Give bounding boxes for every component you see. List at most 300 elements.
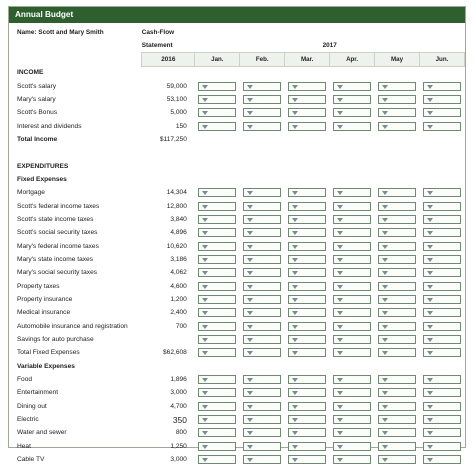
amount-dropdown[interactable]: [423, 348, 461, 357]
amount-dropdown[interactable]: [333, 415, 371, 424]
amount-dropdown[interactable]: [423, 282, 461, 291]
month-cell-mar: [285, 186, 330, 199]
month-cell-jan: [195, 253, 240, 266]
amount-dropdown[interactable]: [333, 388, 371, 397]
amount-dropdown[interactable]: [288, 415, 326, 424]
row-2016-value: 350: [172, 414, 187, 425]
amount-dropdown[interactable]: [198, 322, 236, 331]
row-2016-value: 4,896: [170, 229, 187, 237]
amount-dropdown[interactable]: [423, 295, 461, 304]
amount-dropdown[interactable]: [198, 242, 236, 251]
month-cell-mar: [285, 333, 330, 346]
chevron-down-icon: [247, 391, 253, 395]
month-cell-apr: [330, 333, 375, 346]
amount-dropdown[interactable]: [243, 455, 281, 464]
chevron-down-icon: [247, 271, 253, 275]
amount-dropdown[interactable]: [288, 295, 326, 304]
amount-dropdown[interactable]: [243, 202, 281, 211]
amount-dropdown[interactable]: [198, 348, 236, 357]
chevron-down-icon: [382, 205, 388, 209]
amount-dropdown[interactable]: [423, 228, 461, 237]
month-cell-jan: [195, 320, 240, 333]
chevron-down-icon: [337, 325, 343, 329]
month-cell-apr: [330, 93, 375, 106]
spacer: [195, 133, 465, 146]
chevron-down-icon: [202, 391, 208, 395]
chevron-down-icon: [202, 418, 208, 422]
table-row: [9, 293, 465, 306]
amount-dropdown[interactable]: [198, 282, 236, 291]
row-2016-value: 700: [175, 322, 187, 330]
chevron-down-icon: [247, 85, 253, 89]
amount-dropdown[interactable]: [243, 282, 281, 291]
month-cell-mar: [285, 226, 330, 239]
amount-dropdown[interactable]: [423, 308, 461, 317]
table-row: [9, 453, 465, 466]
month-cell-mar: [285, 79, 330, 92]
month-cell-mar: [285, 280, 330, 293]
amount-dropdown[interactable]: [288, 282, 326, 291]
chevron-down-icon: [292, 325, 298, 329]
amount-dropdown[interactable]: [423, 215, 461, 224]
amount-dropdown[interactable]: [423, 428, 461, 437]
amount-dropdown[interactable]: [423, 455, 461, 464]
amount-dropdown[interactable]: [243, 348, 281, 357]
amount-dropdown[interactable]: [198, 202, 236, 211]
table-row: [9, 400, 465, 413]
amount-dropdown[interactable]: [378, 188, 416, 197]
month-cell-jan: [195, 306, 240, 319]
amount-dropdown[interactable]: [198, 108, 236, 117]
chevron-down-icon: [247, 218, 253, 222]
month-cell-feb: [240, 453, 285, 466]
chevron-down-icon: [427, 111, 433, 115]
spacer: [195, 26, 465, 39]
chevron-down-icon: [202, 298, 208, 302]
amount-dropdown[interactable]: [423, 82, 461, 91]
amount-dropdown[interactable]: [423, 188, 461, 197]
amount-dropdown[interactable]: [198, 375, 236, 384]
amount-dropdown[interactable]: [288, 215, 326, 224]
amount-dropdown[interactable]: [333, 228, 371, 237]
header-row-3: [9, 53, 465, 66]
amount-dropdown[interactable]: [333, 455, 371, 464]
chevron-down-icon: [292, 351, 298, 355]
amount-dropdown[interactable]: [423, 242, 461, 251]
amount-dropdown[interactable]: [288, 442, 326, 451]
amount-dropdown[interactable]: [333, 402, 371, 411]
month-cell-jan: [195, 240, 240, 253]
month-cell-apr: [330, 306, 375, 319]
amount-dropdown[interactable]: [378, 348, 416, 357]
month-cell-may: [375, 213, 420, 226]
amount-dropdown[interactable]: [378, 455, 416, 464]
amount-dropdown[interactable]: [243, 335, 281, 344]
amount-dropdown[interactable]: [378, 442, 416, 451]
row-2016-value: 3,840: [170, 215, 187, 223]
month-cell-jun: [419, 306, 464, 319]
amount-dropdown[interactable]: [243, 215, 281, 224]
month-cell-jun: [419, 79, 464, 92]
chevron-down-icon: [337, 391, 343, 395]
amount-dropdown[interactable]: [423, 255, 461, 264]
amount-dropdown[interactable]: [378, 308, 416, 317]
chevron-down-icon: [247, 378, 253, 382]
amount-dropdown[interactable]: [378, 375, 416, 384]
row-label: Scott's salary: [17, 82, 57, 90]
amount-dropdown[interactable]: [243, 228, 281, 237]
amount-dropdown[interactable]: [378, 388, 416, 397]
chevron-down-icon: [247, 125, 253, 129]
chevron-down-icon: [382, 191, 388, 195]
chevron-down-icon: [247, 405, 253, 409]
month-cell-jan: [195, 333, 240, 346]
amount-dropdown[interactable]: [198, 455, 236, 464]
income-heading-label: INCOME: [17, 69, 44, 77]
month-cell-may: [375, 119, 420, 132]
row-label: Scott's social security taxes: [17, 229, 98, 237]
month-cell-jan: [195, 280, 240, 293]
month-cell-apr: [330, 253, 375, 266]
amount-dropdown[interactable]: [333, 308, 371, 317]
income-heading: [9, 66, 465, 79]
amount-dropdown[interactable]: [198, 122, 236, 131]
chevron-down-icon: [337, 191, 343, 195]
chevron-down-icon: [292, 458, 298, 462]
amount-dropdown[interactable]: [333, 322, 371, 331]
row-label: Automobile insurance and registration: [17, 322, 128, 330]
amount-dropdown[interactable]: [333, 335, 371, 344]
row-2016-value: 2,400: [170, 309, 187, 317]
amount-dropdown[interactable]: [243, 242, 281, 251]
amount-dropdown[interactable]: [243, 415, 281, 424]
amount-dropdown[interactable]: [198, 228, 236, 237]
amount-dropdown[interactable]: [333, 255, 371, 264]
amount-dropdown[interactable]: [423, 322, 461, 331]
variable-expenses-heading: [9, 360, 465, 373]
chevron-down-icon: [202, 311, 208, 315]
amount-dropdown[interactable]: [288, 95, 326, 104]
amount-dropdown[interactable]: [243, 82, 281, 91]
amount-dropdown[interactable]: [198, 255, 236, 264]
amount-dropdown[interactable]: [243, 268, 281, 277]
chevron-down-icon: [427, 298, 433, 302]
amount-dropdown[interactable]: [378, 82, 416, 91]
amount-dropdown[interactable]: [198, 268, 236, 277]
amount-dropdown[interactable]: [198, 308, 236, 317]
chevron-down-icon: [202, 85, 208, 89]
month-cell-may: [375, 253, 420, 266]
amount-dropdown[interactable]: [288, 402, 326, 411]
amount-dropdown[interactable]: [423, 402, 461, 411]
chevron-down-icon: [247, 231, 253, 235]
total-income-value: $117,250: [159, 135, 187, 143]
amount-dropdown[interactable]: [243, 255, 281, 264]
month-cell-may: [375, 426, 420, 439]
chevron-down-icon: [292, 85, 298, 89]
month-cell-jan: [195, 453, 240, 466]
month-cell-mar: [285, 106, 330, 119]
amount-dropdown[interactable]: [378, 108, 416, 117]
amount-dropdown[interactable]: [333, 295, 371, 304]
amount-dropdown[interactable]: [198, 95, 236, 104]
name-label: Name: Scott and Mary Smith: [17, 29, 104, 37]
chevron-down-icon: [247, 458, 253, 462]
amount-dropdown[interactable]: [333, 442, 371, 451]
month-cell-jan: [195, 346, 240, 359]
amount-dropdown[interactable]: [243, 95, 281, 104]
amount-dropdown[interactable]: [378, 95, 416, 104]
table-row: [9, 440, 465, 453]
amount-dropdown[interactable]: [378, 268, 416, 277]
chevron-down-icon: [382, 85, 388, 89]
amount-dropdown[interactable]: [288, 375, 326, 384]
chevron-down-icon: [202, 431, 208, 435]
month-cell-feb: [240, 253, 285, 266]
amount-dropdown[interactable]: [243, 375, 281, 384]
row-2016-value: 53,100: [166, 95, 187, 103]
amount-dropdown[interactable]: [288, 255, 326, 264]
amount-dropdown[interactable]: [333, 282, 371, 291]
month-cell-feb: [240, 346, 285, 359]
month-cell-feb: [240, 440, 285, 453]
month-cell-may: [375, 386, 420, 399]
amount-dropdown[interactable]: [333, 242, 371, 251]
chevron-down-icon: [202, 245, 208, 249]
chevron-down-icon: [247, 258, 253, 262]
amount-dropdown[interactable]: [288, 335, 326, 344]
amount-dropdown[interactable]: [243, 108, 281, 117]
cashflow-label: Cash-Flow: [141, 29, 175, 37]
row-2016-value: 150: [175, 122, 187, 130]
month-cell-jun: [419, 280, 464, 293]
month-cell-apr: [330, 79, 375, 92]
amount-dropdown[interactable]: [243, 428, 281, 437]
month-cell-jun: [419, 440, 464, 453]
budget-window: [8, 6, 466, 464]
amount-dropdown[interactable]: [333, 95, 371, 104]
table-row: [9, 280, 465, 293]
chevron-down-icon: [247, 418, 253, 422]
amount-dropdown[interactable]: [378, 228, 416, 237]
amount-dropdown[interactable]: [288, 188, 326, 197]
amount-dropdown[interactable]: [423, 388, 461, 397]
amount-dropdown[interactable]: [243, 308, 281, 317]
chevron-down-icon: [382, 405, 388, 409]
amount-dropdown[interactable]: [288, 455, 326, 464]
amount-dropdown[interactable]: [378, 255, 416, 264]
amount-dropdown[interactable]: [423, 375, 461, 384]
amount-dropdown[interactable]: [243, 295, 281, 304]
amount-dropdown[interactable]: [333, 202, 371, 211]
chevron-down-icon: [382, 285, 388, 289]
amount-dropdown[interactable]: [198, 82, 236, 91]
table-row: [9, 426, 465, 439]
row-label: Heat: [17, 442, 31, 450]
amount-dropdown[interactable]: [288, 388, 326, 397]
amount-dropdown[interactable]: [423, 268, 461, 277]
month-cell-may: [375, 413, 420, 426]
month-cell-mar: [285, 320, 330, 333]
month-cell-jun: [419, 226, 464, 239]
amount-dropdown[interactable]: [243, 122, 281, 131]
row-label: Total Fixed Expenses: [17, 349, 80, 357]
chevron-down-icon: [202, 378, 208, 382]
chevron-down-icon: [292, 245, 298, 249]
amount-dropdown[interactable]: [423, 108, 461, 117]
amount-dropdown[interactable]: [378, 428, 416, 437]
month-cell-jan: [195, 266, 240, 279]
amount-dropdown[interactable]: [198, 388, 236, 397]
month-cell-may: [375, 373, 420, 386]
amount-dropdown[interactable]: [333, 428, 371, 437]
month-cell-mar: [285, 306, 330, 319]
amount-dropdown[interactable]: [423, 95, 461, 104]
month-header: Jan.: [195, 53, 240, 66]
amount-dropdown[interactable]: [378, 242, 416, 251]
chevron-down-icon: [247, 325, 253, 329]
amount-dropdown[interactable]: [423, 415, 461, 424]
spacer-row: [9, 146, 465, 159]
amount-dropdown[interactable]: [288, 348, 326, 357]
chevron-down-icon: [382, 271, 388, 275]
amount-dropdown[interactable]: [333, 188, 371, 197]
amount-dropdown[interactable]: [378, 335, 416, 344]
amount-dropdown[interactable]: [333, 215, 371, 224]
month-cell-feb: [240, 373, 285, 386]
amount-dropdown[interactable]: [198, 442, 236, 451]
month-cell-jun: [419, 333, 464, 346]
row-label: Entertainment: [17, 389, 59, 397]
amount-dropdown[interactable]: [423, 202, 461, 211]
amount-dropdown[interactable]: [288, 242, 326, 251]
amount-dropdown[interactable]: [288, 82, 326, 91]
amount-dropdown[interactable]: [198, 335, 236, 344]
month-cell-mar: [285, 213, 330, 226]
amount-dropdown[interactable]: [423, 442, 461, 451]
chevron-down-icon: [337, 418, 343, 422]
amount-dropdown[interactable]: [288, 122, 326, 131]
amount-dropdown[interactable]: [378, 215, 416, 224]
amount-dropdown[interactable]: [198, 402, 236, 411]
month-cell-feb: [240, 79, 285, 92]
amount-dropdown[interactable]: [333, 268, 371, 277]
amount-dropdown[interactable]: [198, 188, 236, 197]
amount-dropdown[interactable]: [243, 388, 281, 397]
month-cell-feb: [240, 413, 285, 426]
month-cell-may: [375, 320, 420, 333]
amount-dropdown[interactable]: [243, 402, 281, 411]
amount-dropdown[interactable]: [378, 122, 416, 131]
month-cell-feb: [240, 293, 285, 306]
chevron-down-icon: [292, 98, 298, 102]
chevron-down-icon: [292, 378, 298, 382]
amount-dropdown[interactable]: [198, 215, 236, 224]
row-label: Mary's salary: [17, 95, 56, 103]
total-income-label: Total Income: [17, 135, 58, 143]
amount-dropdown[interactable]: [378, 402, 416, 411]
amount-dropdown[interactable]: [288, 268, 326, 277]
chevron-down-icon: [382, 351, 388, 355]
month-cell-feb: [240, 226, 285, 239]
amount-dropdown[interactable]: [288, 202, 326, 211]
chevron-down-icon: [337, 351, 343, 355]
chevron-down-icon: [292, 285, 298, 289]
month-cell-mar: [285, 413, 330, 426]
month-cell-jun: [419, 413, 464, 426]
amount-dropdown[interactable]: [198, 428, 236, 437]
amount-dropdown[interactable]: [378, 202, 416, 211]
table-row: [9, 186, 465, 199]
chevron-down-icon: [427, 338, 433, 342]
chevron-down-icon: [202, 405, 208, 409]
amount-dropdown[interactable]: [423, 335, 461, 344]
chevron-down-icon: [292, 338, 298, 342]
row-2016-value: 800: [175, 429, 187, 437]
row-2016-value: $62,608: [163, 349, 187, 357]
month-cell-apr: [330, 199, 375, 212]
row-label: Property taxes: [17, 282, 60, 290]
amount-dropdown[interactable]: [378, 415, 416, 424]
table-row: [9, 240, 465, 253]
amount-dropdown[interactable]: [378, 322, 416, 331]
chevron-down-icon: [247, 445, 253, 449]
chevron-down-icon: [202, 191, 208, 195]
amount-dropdown[interactable]: [243, 322, 281, 331]
amount-dropdown[interactable]: [288, 308, 326, 317]
amount-dropdown[interactable]: [333, 375, 371, 384]
amount-dropdown[interactable]: [243, 442, 281, 451]
amount-dropdown[interactable]: [333, 108, 371, 117]
chevron-down-icon: [292, 418, 298, 422]
row-label: Scott's state income taxes: [17, 215, 94, 223]
chevron-down-icon: [292, 405, 298, 409]
amount-dropdown[interactable]: [423, 122, 461, 131]
amount-dropdown[interactable]: [198, 295, 236, 304]
row-label: Interest and dividends: [17, 122, 82, 130]
chevron-down-icon: [292, 311, 298, 315]
budget-table: [9, 26, 465, 466]
amount-dropdown[interactable]: [333, 82, 371, 91]
chevron-down-icon: [247, 191, 253, 195]
amount-dropdown[interactable]: [378, 282, 416, 291]
month-cell-feb: [240, 240, 285, 253]
row-2016-value: 14,304: [166, 189, 187, 197]
month-cell-mar: [285, 346, 330, 359]
chevron-down-icon: [382, 231, 388, 235]
chevron-down-icon: [292, 298, 298, 302]
variable-expenses-heading-label: Variable Expenses: [17, 362, 75, 370]
month-cell-apr: [330, 280, 375, 293]
month-header: Feb.: [240, 53, 285, 66]
amount-dropdown[interactable]: [333, 348, 371, 357]
amount-dropdown[interactable]: [288, 322, 326, 331]
chevron-down-icon: [247, 431, 253, 435]
chevron-down-icon: [427, 271, 433, 275]
amount-dropdown[interactable]: [378, 295, 416, 304]
amount-dropdown[interactable]: [288, 108, 326, 117]
amount-dropdown[interactable]: [243, 188, 281, 197]
amount-dropdown[interactable]: [288, 228, 326, 237]
chevron-down-icon: [337, 338, 343, 342]
chevron-down-icon: [337, 405, 343, 409]
month-cell-jan: [195, 413, 240, 426]
amount-dropdown[interactable]: [333, 122, 371, 131]
row-label: Mortgage: [17, 189, 45, 197]
amount-dropdown[interactable]: [198, 415, 236, 424]
amount-dropdown[interactable]: [288, 428, 326, 437]
table-row: [9, 79, 465, 92]
